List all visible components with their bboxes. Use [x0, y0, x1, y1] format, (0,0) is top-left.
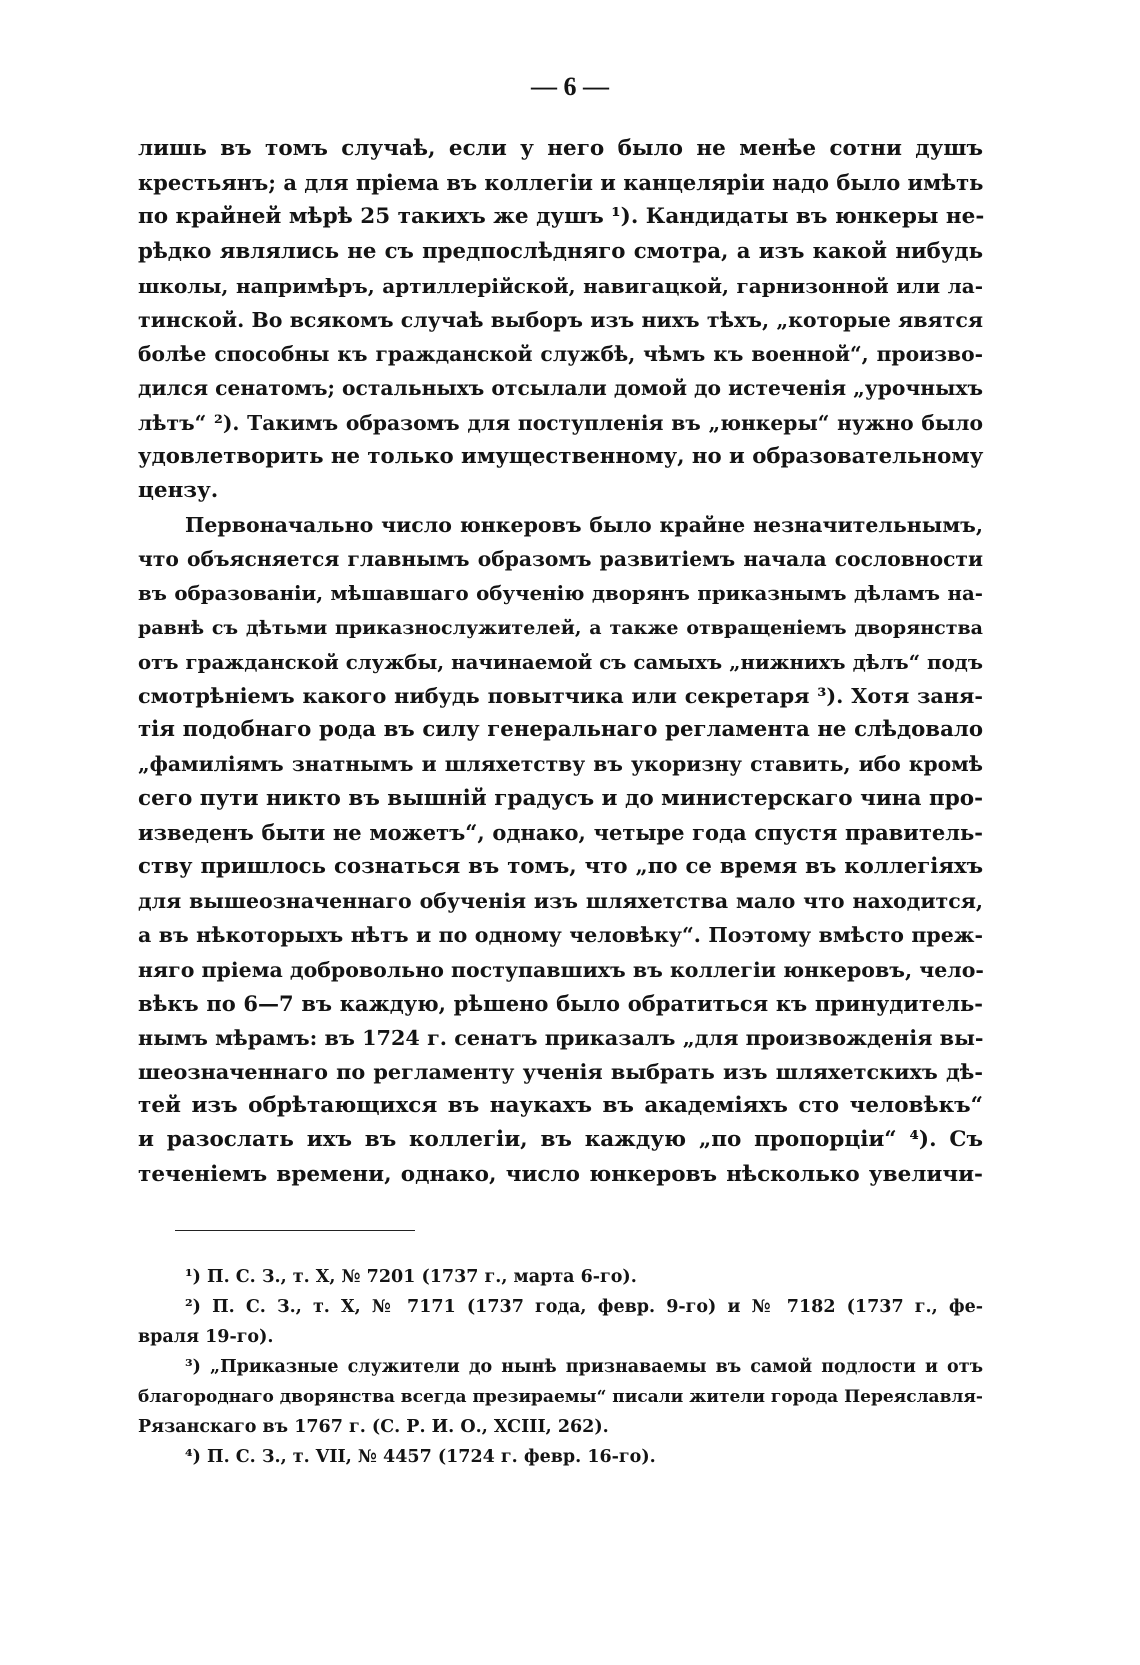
footnote-line: ²) П. С. З., т. X, № 7171 (1737 года, февр. 9-го) и № 7182 (1737 г., фе-	[185, 1297, 983, 1317]
footnote-line: враля 19-го).	[138, 1327, 274, 1347]
body-line: лишь въ томъ случаѣ, если у него было не менѣе сотни душъ	[138, 136, 983, 161]
body-line: ству пришлось сознаться въ томъ, что „по се время въ коллегіяхъ	[138, 853, 983, 879]
body-line: рѣдко являлись не съ предпослѣдняго смотра, а изъ какой нибудь	[138, 238, 983, 264]
footnote-separator-rule	[175, 1230, 415, 1231]
body-text	[138, 132, 983, 1192]
body-line: Первоначально число юнкеровъ было крайне незначительнымъ,	[185, 513, 983, 538]
body-line: сего пути никто въ вышній градусъ и до министерскаго чина про-	[138, 785, 983, 811]
body-line: нымъ мѣрамъ: въ 1724 г. сенатъ приказалъ „для произвожденія вы-	[138, 1025, 984, 1050]
body-line: для вышеозначеннаго обученія изъ шляхетства мало что находится,	[138, 889, 983, 914]
body-line: болѣе способны къ гражданской службѣ, чѣмъ къ военной“, произво-	[138, 342, 983, 367]
body-line: дился сенатомъ; остальныхъ отсылали домой до истеченія „урочныхъ	[138, 376, 983, 401]
body-line: лѣтъ“ ²). Такимъ образомъ для поступленія въ „юнкеры“ нужно было	[138, 410, 983, 435]
body-line: цензу.	[138, 477, 219, 503]
body-line: школы, напримѣръ, артиллерійской, навигацкой, гарнизонной или ла-	[138, 273, 983, 298]
body-line: шеозначеннаго по регламенту ученія выбрать изъ шляхетскихъ дѣ-	[138, 1060, 983, 1085]
body-line: въ образованіи, мѣшавшаго обученію дворянъ приказнымъ дѣламъ на-	[138, 581, 983, 606]
page-number: — 6 —	[531, 72, 609, 101]
body-line: что объясняется главнымъ образомъ развитіемъ начала сословности	[138, 547, 983, 572]
footnotes	[138, 1262, 983, 1472]
body-line: по крайней мѣрѣ 25 такихъ же душъ ¹). Кандидаты въ юнкеры не-	[138, 204, 985, 230]
body-line: вѣкъ по 6—7 въ каждую, рѣшено было обратиться къ принудитель-	[138, 990, 983, 1016]
body-line: крестьянъ; а для пріема въ коллегіи и канцеляріи надо было имѣть	[138, 170, 984, 196]
body-line: тей изъ обрѣтающихся въ наукахъ въ академіяхъ сто человѣкъ“	[138, 1093, 983, 1119]
footnote-line: Рязанскаго въ 1767 г. (С. Р. И. О., XCIII, 262).	[138, 1417, 609, 1437]
body-line: а въ нѣкоторыхъ нѣтъ и по одному человѣку“. Поэтому вмѣсто преж-	[138, 923, 983, 948]
body-line: теченіемъ времени, однако, число юнкеровъ нѣсколько увеличи-	[138, 1161, 983, 1187]
body-line: тинской. Во всякомъ случаѣ выборъ изъ нихъ тѣхъ, „которые явятся	[138, 307, 983, 332]
body-line: удовлетворить не только имущественному, но и образовательному	[138, 443, 984, 469]
body-line: равнѣ съ дѣтьми приказнослужителей, а также отвращеніемъ дворянства	[138, 616, 983, 639]
body-line: няго пріема добровольно поступавшихъ въ коллегіи юнкеровъ, чело-	[138, 957, 984, 982]
body-line: и разослать ихъ въ коллегіи, въ каждую „по пропорціи“ ⁴). Съ	[138, 1127, 983, 1153]
footnote-line: благороднаго дворянства всегда презираемы“ писали жители города Переяславля-	[138, 1387, 983, 1407]
body-line: тія подобнаго рода въ силу генеральнаго регламента не слѣдовало	[138, 717, 983, 743]
body-line: „фамиліямъ знатнымъ и шляхетству въ укоризну ставить, ибо кромѣ	[138, 752, 983, 777]
body-line: смотрѣніемъ какого нибудь повытчика или секретаря ³). Хотя заня-	[138, 684, 983, 708]
footnote-line: ³) „Приказные служители до нынѣ признаваемы въ самой подлости и отъ	[185, 1357, 983, 1377]
footnote-line: ⁴) П. С. З., т. VII, № 4457 (1724 г. февр. 16-го).	[185, 1447, 656, 1467]
body-line: отъ гражданской службы, начинаемой съ самыхъ „нижнихъ дѣлъ“ подъ	[138, 649, 983, 674]
body-line: изведенъ быти не можетъ“, однако, четыре года спустя правитель-	[138, 819, 983, 845]
footnote-line: ¹) П. С. З., т. X, № 7201 (1737 г., марта 6-го).	[185, 1267, 637, 1287]
